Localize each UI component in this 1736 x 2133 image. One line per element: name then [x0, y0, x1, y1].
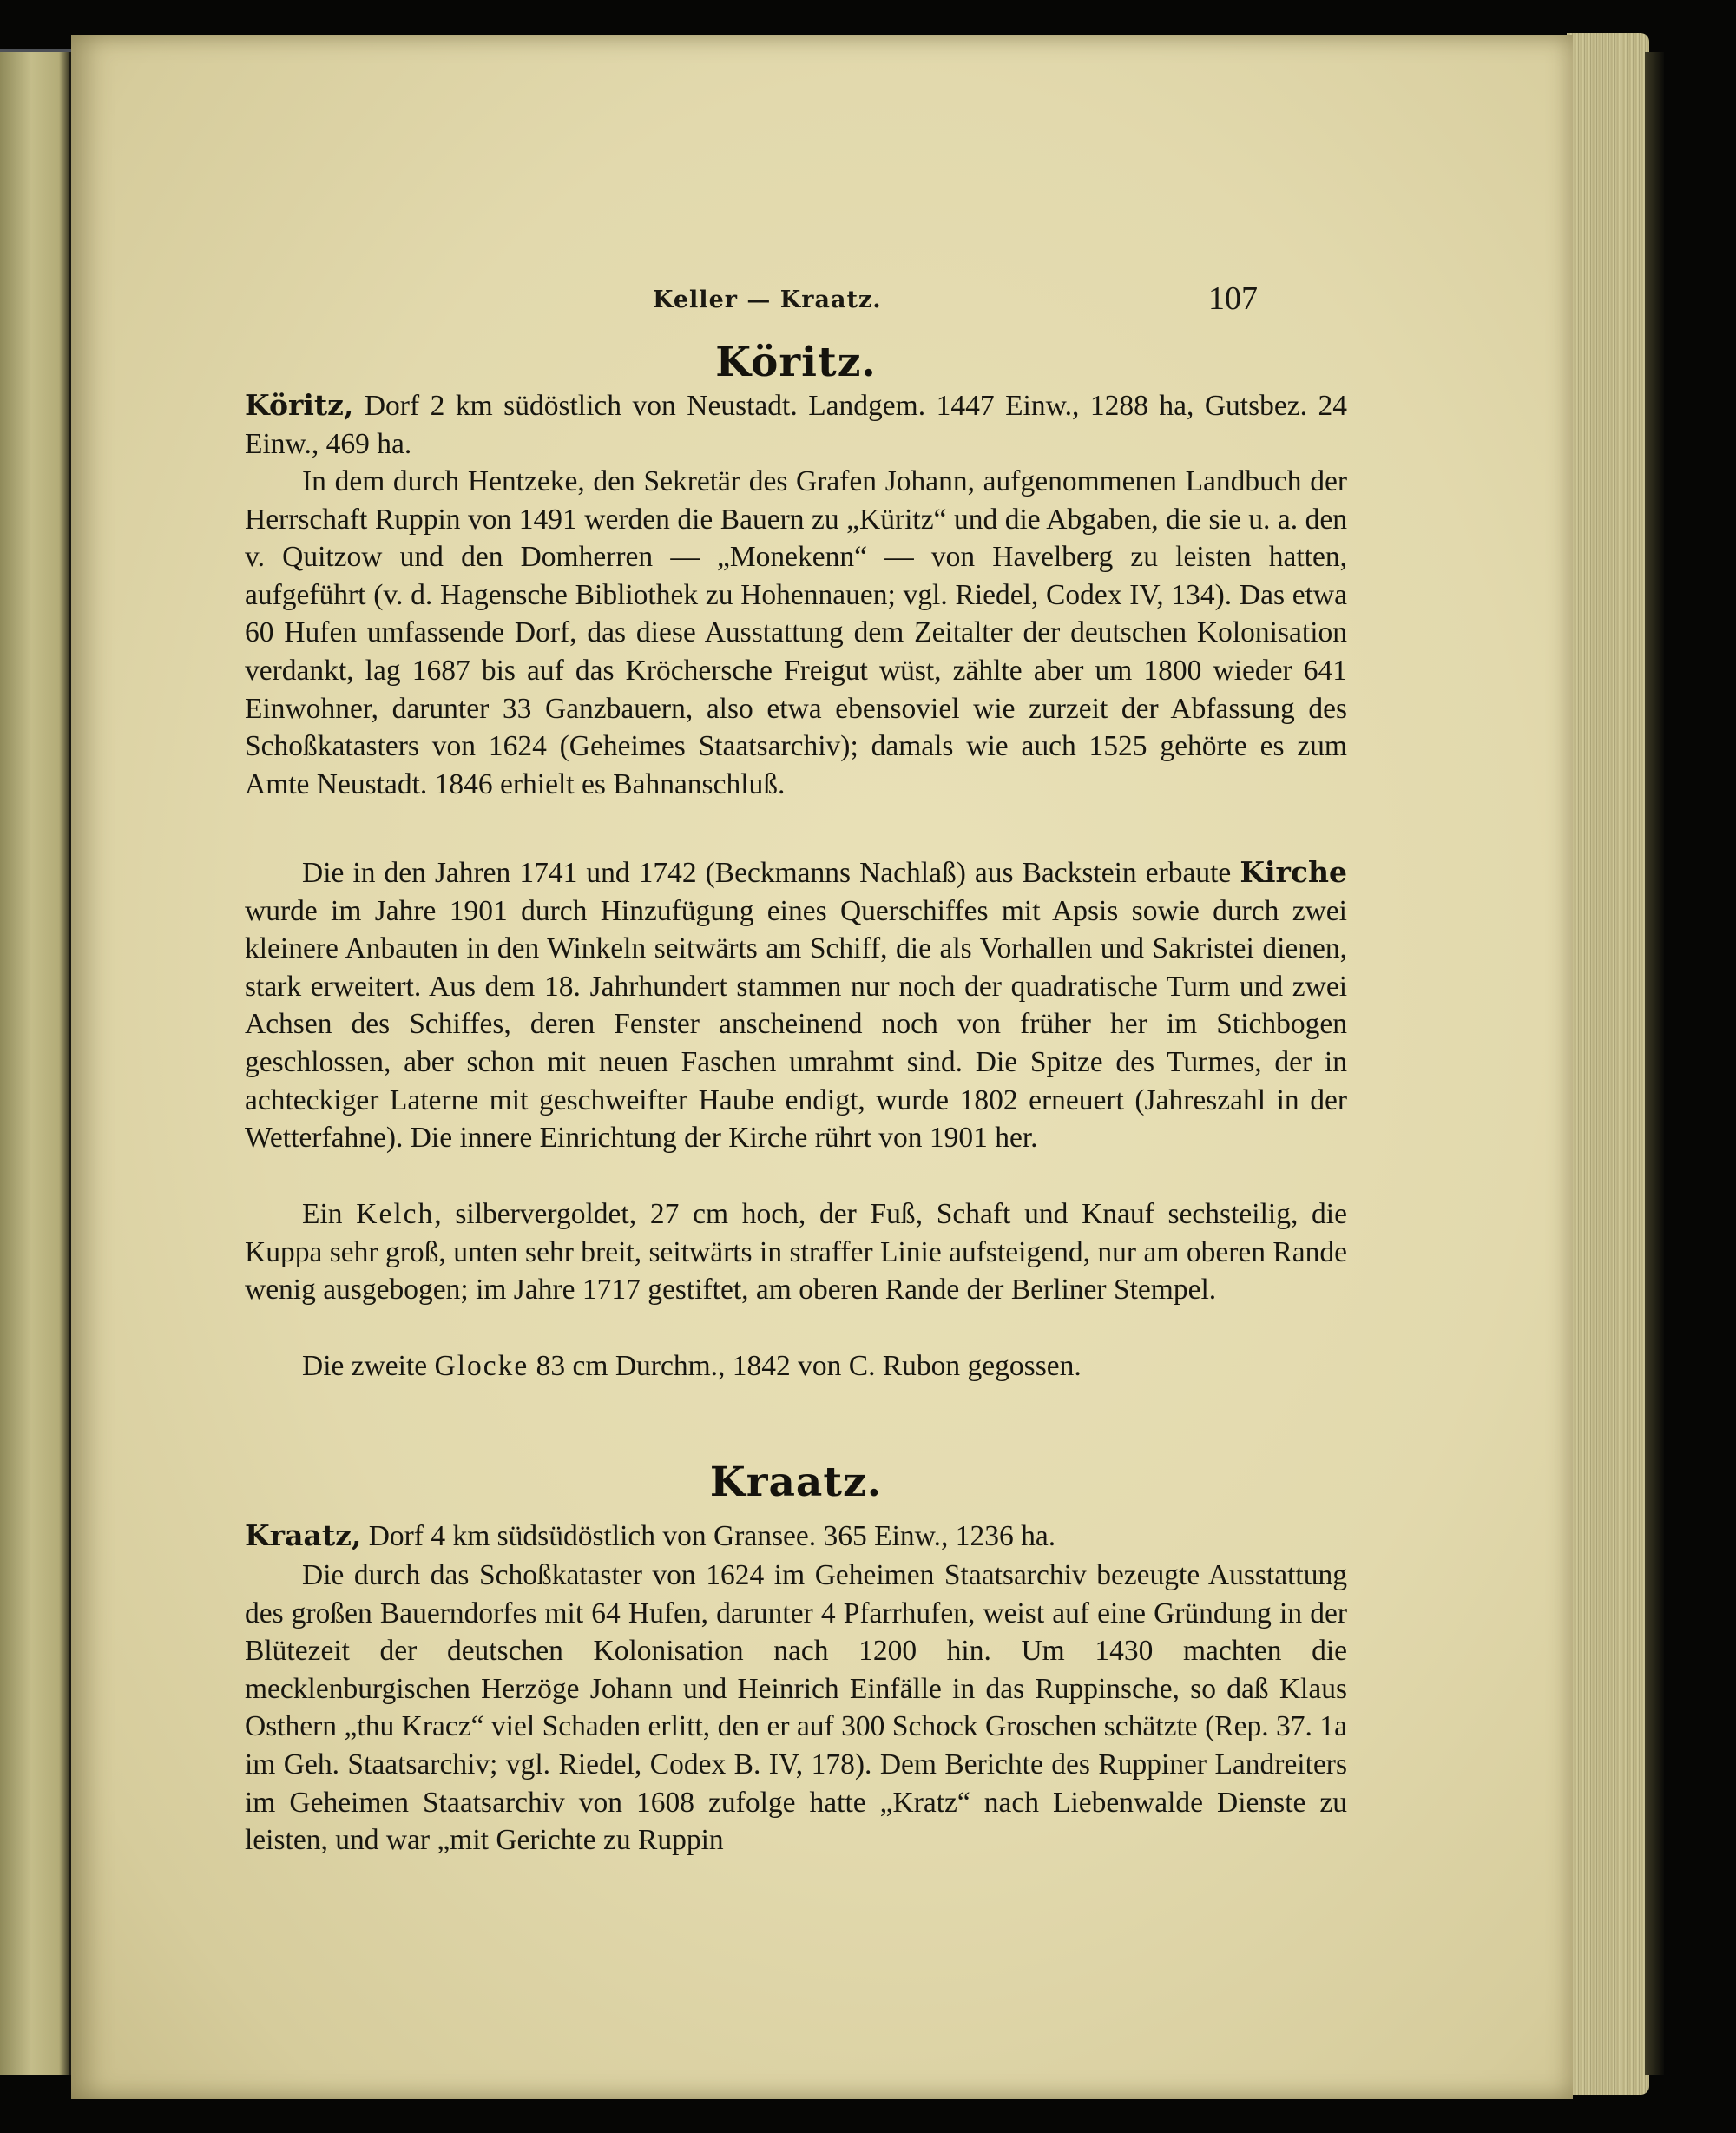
- koeritz-chalice-rest: , silbervergoldet, 27 cm hoch, der Fuß, Schaft und Knauf sechsteilig, die Kuppa sehr groß, unten sehr breit, seitwärts in straffer Linie aufsteigend, nur am oberen Rande wenig ausgebogen; im Jahre 1717 gestiftet, am oberen Rande der Berliner Stempel.: [245, 1198, 1347, 1307]
- koeritz-church-bold: Kirche: [1240, 855, 1347, 889]
- page-number: 107: [1208, 280, 1258, 317]
- section-title-kraatz: Kraatz.: [709, 1458, 883, 1506]
- koeritz-chalice-term: Kelch: [356, 1198, 435, 1230]
- kraatz-intro-text: Dorf 4 km südsüdöstlich von Gransee. 365 Einw., 1236 ha.: [361, 1520, 1056, 1552]
- kraatz-intro: [245, 1517, 1347, 1556]
- previous-page-edge: [0, 52, 75, 2075]
- kraatz-history: Die durch das Schoßkataster von 1624 im Geheimen Staatsarchiv bezeugte Ausstattung des großen Bauerndorfes mit 64 Hufen, darunter 4 Pfarrhufen, weist auf eine Gründung in der Blütezeit der deutschen Kolonisation nach 1200 hin. Um 1430 machten die mecklenburgischen Herzöge Johann und Heinrich Einfälle in das Ruppinsche, so daß Klaus Osthern „thu Kracz“ viel Schaden erlitt, den er auf 300 Schock Groschen schätzte (Rep. 37. 1a im Geh. Staatsarchiv; vgl. Riedel, Codex B. IV, 178). Dem Berichte des Ruppiner Landreiters im Geheimen Staatsarchiv von 1608 zufolge hatte „Kratz“ nach Liebenwalde Dienste zu leisten, und war „mit Gerichte zu Ruppin: [245, 1559, 1347, 1857]
- koeritz-bell-term: Glocke: [434, 1350, 529, 1382]
- kraatz-lead-word: Kraatz,: [245, 1518, 362, 1552]
- section-title-koeritz: Köritz.: [715, 339, 877, 386]
- koeritz-church-start: Die in den Jahren 1741 und 1742 (Beckmanns Nachlaß) aus Backstein erbaute: [302, 857, 1240, 889]
- koeritz-chalice: [245, 1195, 1347, 1309]
- koeritz-intro: [245, 386, 1347, 463]
- running-head: Keller — Kraatz.: [653, 286, 882, 313]
- koeritz-church-rest: wurde im Jahre 1901 durch Hinzufügung eines Querschiffes mit Apsis sowie durch zwei kleinere Anbauten in den Winkeln seitwärts am Schiff, die als Vorhallen und Sakristei dienen, stark erweitert. Aus dem 18. Jahrhundert stammen nur noch der quadratische Turm und zwei Achsen des Schiffes, deren Fenster anscheinend noch von früher her im Stichbogen geschlossen, aber schon mit neuen Faschen umrahmt sind. Die Spitze des Turmes, der in achteckiger Laterne mit geschweifter Haube endigt, wurde 1802 erneuert (Jahreszahl in der Wetterfahne). Die innere Einrichtung der Kirche rührt von 1901 her.: [245, 894, 1347, 1155]
- page-stack-shadow: [1645, 52, 1664, 2075]
- koeritz-chalice-start: Ein: [302, 1198, 357, 1230]
- page-stack-edge: [1567, 33, 1649, 2095]
- book-page: [71, 35, 1573, 2099]
- koeritz-church: [245, 853, 1347, 1157]
- koeritz-history: In dem durch Hentzeke, den Sekretär des Grafen Johann, aufgenommenen Landbuch der Herrschaft Ruppin von 1491 werden die Bauern zu „Küritz“ und die Abgaben, die sie u. a. den v. Quitzow und den Domherren — „Monekenn“ — von Havelberg zu leisten hatten, aufgeführt (v. d. Hagensche Bibliothek zu Hohennauen; vgl. Riedel, Codex IV, 134). Das etwa 60 Hufen umfassende Dorf, das diese Ausstattung dem Zeitalter der deutschen Kolonisation verdankt, lag 1687 bis auf das Kröchersche Freigut wüst, zählte aber um 1800 wieder 641 Einwohner, darunter 33 Ganzbauern, also etwa ebensoviel wie zurzeit der Abfassung des Schoßkatasters von 1624 (Geheimes Staatsarchiv); damals wie auch 1525 gehörte es zum Amte Neustadt. 1846 erhielt es Bahnanschluß.: [245, 465, 1347, 800]
- koeritz-bell-rest: 83 cm Durchm., 1842 von C. Rubon gegossen.: [529, 1350, 1082, 1382]
- koeritz-bell-start: Die zweite: [302, 1350, 435, 1382]
- koeritz-intro-text: Dorf 2 km südöstlich von Neustadt. Landgem. 1447 Einw., 1288 ha, Gutsbez. 24 Einw., 469 ha.: [245, 390, 1347, 460]
- koeritz-bell: [245, 1347, 1347, 1386]
- koeritz-lead-word: Köritz,: [245, 388, 354, 422]
